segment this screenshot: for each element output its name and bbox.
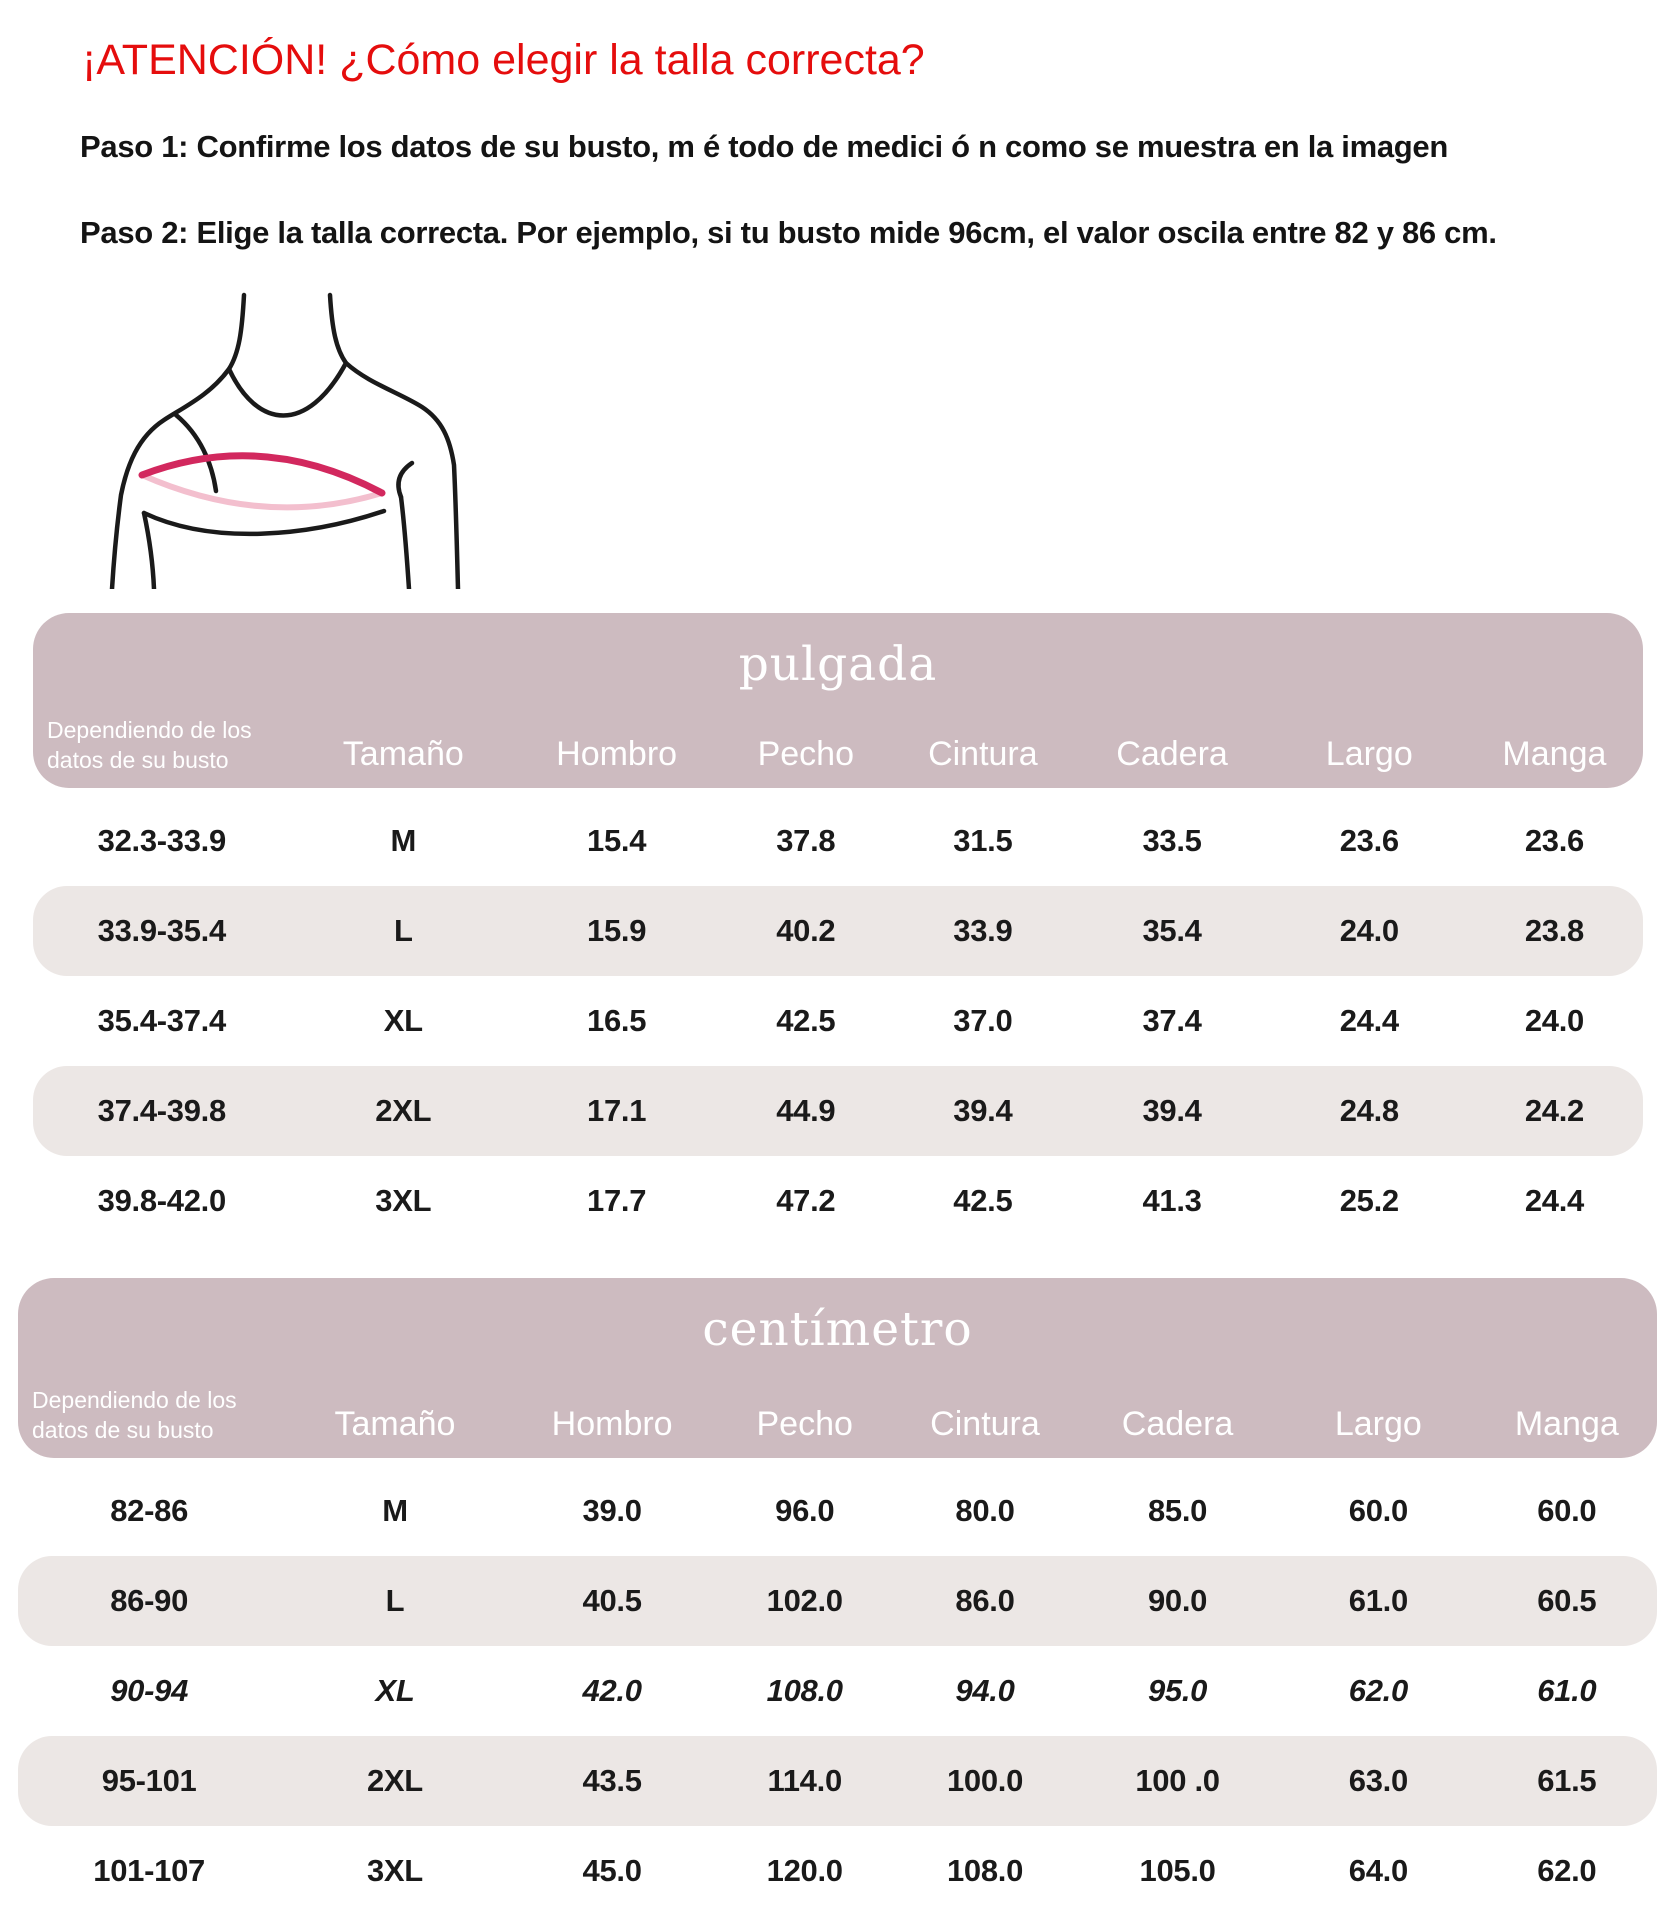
- table-cell: 47.2: [776, 1183, 836, 1218]
- table-cell: 40.5: [582, 1583, 642, 1618]
- table-row: [33, 1156, 1643, 1246]
- table-cell: 61.0: [1537, 1673, 1597, 1708]
- table-cell: 42.5: [776, 1003, 836, 1038]
- table-cell: M: [382, 1493, 408, 1528]
- table-cell: 105.0: [1139, 1853, 1216, 1888]
- column-header-cadera: Cadera: [1121, 1405, 1234, 1443]
- table-cell: 41.3: [1142, 1183, 1202, 1218]
- table-cell: 101-107: [93, 1853, 205, 1888]
- table-cell: L: [393, 913, 413, 948]
- column-header-pecho: Pecho: [756, 1405, 853, 1443]
- table-cell: 90-94: [110, 1673, 189, 1708]
- table-cell: 32.3-33.9: [97, 823, 226, 858]
- bust-measurement-illustration: [92, 277, 472, 589]
- table-cell: 24.4: [1339, 1003, 1399, 1038]
- table-cell: 95-101: [101, 1763, 197, 1798]
- table-cell: 15.9: [587, 913, 647, 948]
- table-cell: 23.6: [1524, 823, 1584, 858]
- table-cell: 42.0: [582, 1673, 642, 1708]
- column-header-tamano: Tamaño: [342, 735, 464, 773]
- table-cell: 3XL: [366, 1853, 423, 1888]
- table-cell: 17.7: [587, 1183, 647, 1218]
- table-cell: 24.0: [1339, 913, 1399, 948]
- column-header-cadera: Cadera: [1116, 735, 1228, 773]
- table-cell: 60.0: [1537, 1493, 1597, 1528]
- table-cell: 95.0: [1147, 1673, 1208, 1708]
- table-row: [33, 796, 1643, 886]
- table-cell: 33.5: [1142, 823, 1202, 858]
- table-cell: 35.4-37.4: [97, 1003, 226, 1038]
- table-cell: 24.0: [1524, 1003, 1584, 1038]
- table-cell: 39.8-42.0: [97, 1183, 226, 1218]
- centimetro-header-band: [18, 1278, 1657, 1458]
- column-header-pecho: Pecho: [757, 735, 854, 773]
- table-cell: XL: [375, 1673, 415, 1708]
- table-cell: 80.0: [955, 1493, 1015, 1528]
- bust-note: Dependiendo de los datos de su busto: [47, 717, 252, 774]
- pulgada-unit-title: pulgada: [738, 637, 938, 692]
- table-cell: 31.5: [953, 823, 1013, 858]
- column-header-cintura: Cintura: [928, 735, 1038, 773]
- table-cell: M: [390, 823, 417, 858]
- table-cell: 61.5: [1537, 1763, 1597, 1798]
- column-header-tamano: Tamaño: [334, 1405, 456, 1443]
- table-cell: 108.0: [946, 1853, 1024, 1888]
- table-cell: 24.4: [1524, 1183, 1584, 1218]
- column-header-manga: Manga: [1502, 735, 1607, 773]
- table-cell: 37.4-39.8: [97, 1093, 226, 1128]
- table-cell: 82-86: [110, 1493, 189, 1528]
- table-cell: 2XL: [366, 1763, 423, 1798]
- table-cell: 100 .0: [1135, 1763, 1220, 1798]
- centimetro-unit-title: centímetro: [702, 1302, 973, 1357]
- table-cell: 42.5: [953, 1183, 1013, 1218]
- table-cell: 33.9-35.4: [97, 913, 226, 948]
- table-cell: 15.4: [587, 823, 647, 858]
- pulgada-rows: [33, 796, 1643, 1246]
- table-cell: 24.2: [1524, 1093, 1584, 1128]
- table-cell: 62.0: [1537, 1853, 1597, 1888]
- table-cell: 43.5: [582, 1763, 642, 1798]
- table-cell: 39.0: [582, 1493, 642, 1528]
- step-1-text: Paso 1: Confirme los datos de su busto, m é todo de medici ó n como se muestra en la imagen: [80, 129, 1449, 164]
- column-header-cintura: Cintura: [930, 1405, 1040, 1443]
- table-cell: 61.0: [1348, 1583, 1408, 1618]
- table-cell: 33.9: [953, 913, 1013, 948]
- table-cell: 25.2: [1339, 1183, 1399, 1218]
- table-cell: 60.5: [1537, 1583, 1597, 1618]
- table-row: [18, 1736, 1657, 1826]
- table-cell: 24.8: [1339, 1093, 1399, 1128]
- table-cell: 23.6: [1339, 823, 1399, 858]
- table-cell: 37.4: [1142, 1003, 1202, 1038]
- column-header-manga: Manga: [1514, 1405, 1619, 1443]
- column-header-largo: Largo: [1325, 735, 1413, 773]
- table-cell: L: [385, 1583, 405, 1618]
- column-header-hombro: Hombro: [556, 735, 678, 773]
- table-cell: 114.0: [767, 1763, 842, 1798]
- table-cell: 62.0: [1348, 1673, 1408, 1708]
- table-cell: 23.8: [1524, 913, 1584, 948]
- table-cell: 108.0: [766, 1673, 843, 1708]
- table-cell: 64.0: [1348, 1853, 1408, 1888]
- table-cell: 90.0: [1147, 1583, 1208, 1618]
- table-row: [18, 1466, 1657, 1556]
- table-cell: XL: [383, 1003, 423, 1038]
- table-row: [33, 1066, 1643, 1156]
- table-cell: 2XL: [375, 1093, 432, 1128]
- table-row: [33, 886, 1643, 976]
- pulgada-header-band: [33, 613, 1643, 788]
- table-cell: 120.0: [766, 1853, 843, 1888]
- table-cell: 96.0: [775, 1493, 835, 1528]
- table-cell: 86-90: [110, 1583, 189, 1618]
- table-cell: 16.5: [587, 1003, 647, 1038]
- column-header-hombro: Hombro: [551, 1405, 673, 1443]
- centimetro-rows: [18, 1466, 1657, 1916]
- table-cell: 35.4: [1142, 913, 1202, 948]
- table-cell: 86.0: [955, 1583, 1015, 1618]
- pulgada-column-headers: [33, 716, 1643, 788]
- table-cell: 94.0: [955, 1673, 1015, 1708]
- table-row: [18, 1646, 1657, 1736]
- table-cell: 102.0: [766, 1583, 843, 1618]
- column-header-largo: Largo: [1334, 1405, 1422, 1443]
- centimetro-column-headers: [18, 1386, 1657, 1458]
- table-cell: 85.0: [1147, 1493, 1208, 1528]
- table-cell: 45.0: [582, 1853, 642, 1888]
- table-row: [18, 1826, 1657, 1916]
- table-cell: 40.2: [776, 913, 836, 948]
- step-2-text: Paso 2: Elige la talla correcta. Por ejemplo, si tu busto mide 96cm, el valor oscila entre 82 y 86 cm.: [80, 215, 1497, 250]
- table-cell: 3XL: [375, 1183, 432, 1218]
- table-cell: 44.9: [776, 1093, 836, 1128]
- table-cell: 39.4: [1142, 1093, 1202, 1128]
- bust-note: Dependiendo de los datos de su busto: [32, 1387, 237, 1444]
- page-title: ¡ATENCIÓN! ¿Cómo elegir la talla correcta?: [82, 36, 925, 84]
- table-cell: 37.8: [776, 823, 836, 858]
- table-cell: 60.0: [1348, 1493, 1408, 1528]
- size-table-pulgada: [33, 613, 1643, 1246]
- table-row: [18, 1556, 1657, 1646]
- table-cell: 100.0: [946, 1763, 1024, 1798]
- table-cell: 17.1: [587, 1093, 647, 1128]
- table-cell: 39.4: [953, 1093, 1013, 1128]
- table-cell: 63.0: [1348, 1763, 1408, 1798]
- table-row: [33, 976, 1643, 1066]
- torso-drawing: [92, 277, 472, 589]
- size-table-centimetro: [18, 1278, 1657, 1916]
- table-cell: 37.0: [953, 1003, 1013, 1038]
